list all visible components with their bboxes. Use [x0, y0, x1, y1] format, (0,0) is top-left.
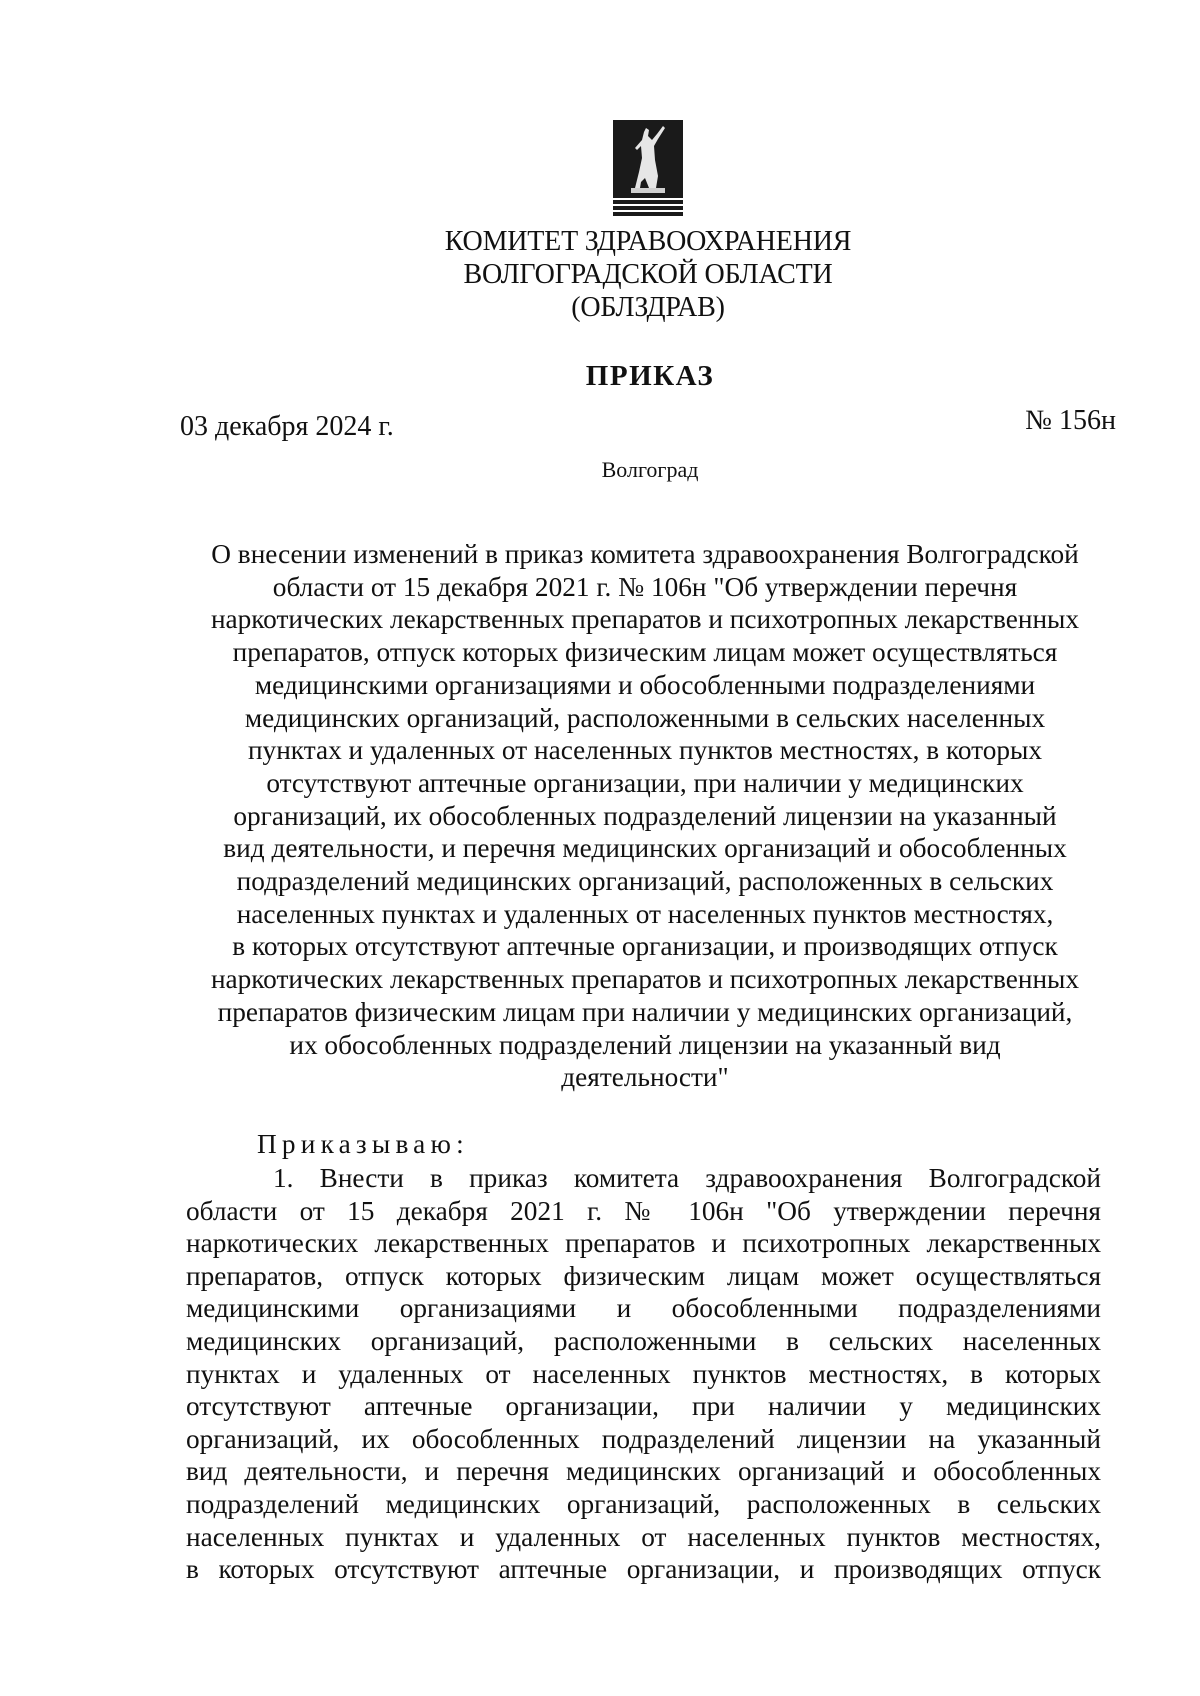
subject-line: О внесении изменений в приказ комитета здравоохранения Волгоградской	[211, 539, 1079, 569]
paragraph-line: населенных пунктах и удаленных от населенных пунктов местностях,	[186, 1521, 1101, 1552]
subject-line: вид деятельности, и перечня медицинских организаций и обособленных	[223, 833, 1067, 864]
subject-line: препаратов, отпуск которых физическим лицам может осуществляться	[232, 637, 1058, 668]
paragraph-line: в которых отсутствуют аптечные организации, и производящих отпуск	[186, 1554, 1101, 1585]
subject-line: медицинских организаций, расположенными в сельских населенных	[244, 702, 1046, 733]
document-type-title: ПРИКАЗ	[585, 360, 715, 392]
subject-line: подразделений медицинских организаций, расположенных в сельских	[236, 866, 1054, 897]
paragraph-line: подразделений медицинских организаций, расположенных в сельских	[186, 1488, 1101, 1519]
document-place: Волгоград	[601, 457, 699, 482]
subject-line: медицинскими организациями и обособленными подразделениями	[254, 669, 1036, 700]
paragraph-line: пунктах и удаленных от населенных пунктов местностях, в которых	[186, 1358, 1101, 1389]
org-name-line-2: ВОЛГОГРАДСКОЙ ОБЛАСТИ	[463, 259, 833, 290]
paragraph-line: препаратов, отпуск которых физическим лицам может осуществляться	[186, 1260, 1101, 1291]
document-date: 03 декабря 2024 г.	[180, 411, 394, 442]
subject-line: области от 15 декабря 2021 г. № 106н "Об утверждении перечня	[272, 571, 1018, 602]
paragraph-line: области от 15 декабря 2021 г. № 106н "Об утверждении перечня	[186, 1195, 1101, 1226]
subject-line: наркотических лекарственных препаратов и психотропных лекарственных	[210, 964, 1080, 995]
paragraph-line: наркотических лекарственных препаратов и психотропных лекарственных	[186, 1228, 1101, 1259]
org-name-line-1: КОМИТЕТ ЗДРАВООХРАНЕНИЯ	[444, 226, 852, 257]
paragraph-line: 1. Внести в приказ комитета здравоохранения Волгоградской	[273, 1163, 1101, 1193]
subject-line: наркотических лекарственных препаратов и психотропных лекарственных	[210, 604, 1080, 635]
subject-line: в которых отсутствуют аптечные организации, и производящих отпуск	[232, 931, 1058, 962]
paragraph-line: организаций, их обособленных подразделений лицензии на указанный	[186, 1423, 1101, 1454]
subject-line: отсутствуют аптечные организации, при наличии у медицинских	[266, 767, 1024, 798]
org-name-line-3: (ОБЛЗДРАВ)	[571, 292, 725, 323]
volgograd-coat-of-arms-icon	[611, 120, 685, 218]
subject-line: деятельности"	[561, 1062, 729, 1093]
document-number: № 156н	[1025, 405, 1116, 436]
subject-line: их обособленных подразделений лицензии на указанный вид	[289, 1029, 1001, 1060]
subject-line: препаратов физическим лицам при наличии у медицинских организаций,	[217, 996, 1073, 1027]
subject-line: населенных пунктах и удаленных от населенных пунктов местностях,	[236, 898, 1054, 929]
subject-line: пунктах и удаленных от населенных пунктов местностях, в которых	[247, 735, 1043, 766]
subject-line: организаций, их обособленных подразделений лицензии на указанный	[233, 800, 1057, 831]
paragraph-line: медицинскими организациями и обособленными подразделениями	[186, 1293, 1101, 1324]
order-paragraph-1	[186, 1162, 1101, 1586]
order-word: Приказываю:	[257, 1129, 469, 1159]
paragraph-line: вид деятельности, и перечня медицинских организаций и обособленных	[186, 1456, 1101, 1487]
paragraph-line: отсутствуют аптечные организации, при наличии у медицинских	[186, 1391, 1101, 1422]
paragraph-line: медицинских организаций, расположенными в сельских населенных	[186, 1325, 1101, 1356]
document-subject	[175, 538, 1115, 1094]
